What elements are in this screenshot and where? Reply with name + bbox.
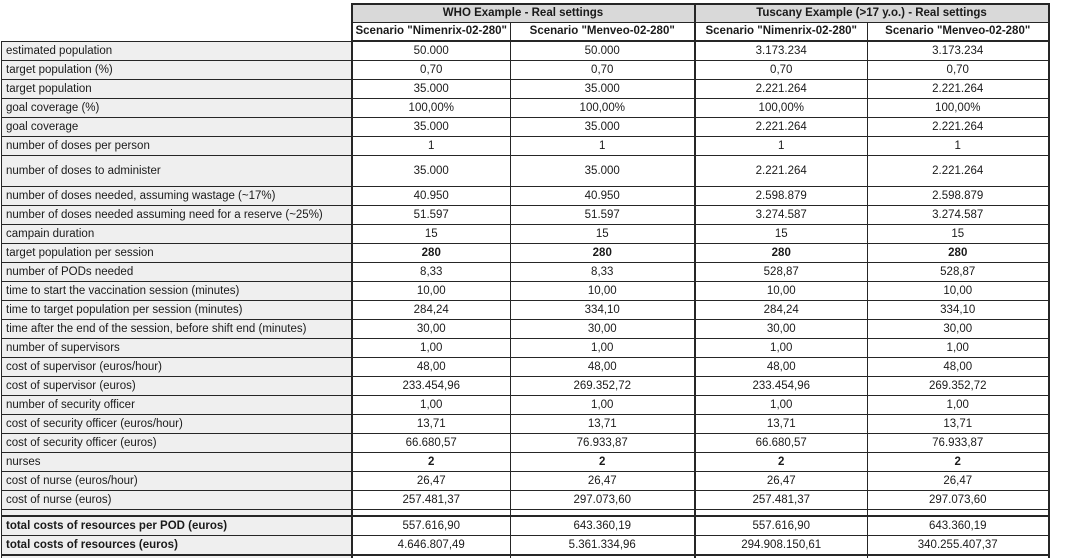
value-cell[interactable]: 30,00 (695, 320, 868, 339)
value-cell[interactable]: 4.646.807,49 (352, 536, 511, 556)
value-cell[interactable]: 340.255.407,37 (868, 536, 1049, 556)
value-cell[interactable]: 40.950 (511, 187, 695, 206)
value-cell[interactable]: 13,71 (695, 415, 868, 434)
value-cell[interactable]: 35.000 (352, 80, 511, 99)
value-cell[interactable]: 10,00 (868, 282, 1049, 301)
table-row (2, 472, 1049, 491)
value-cell[interactable]: 51.597 (511, 206, 695, 225)
row-label-cell[interactable]: goal coverage (%) (2, 99, 352, 118)
table-row (2, 415, 1049, 434)
group-header-tuscany[interactable]: Tuscany Example (>17 y.o.) - Real settings (695, 4, 1049, 23)
value-cell[interactable]: 1,00 (352, 396, 511, 415)
value-cell[interactable]: 2.221.264 (868, 156, 1049, 187)
value-cell[interactable]: 0,70 (352, 61, 511, 80)
table-row (2, 453, 1049, 472)
value-cell[interactable]: 280 (352, 244, 511, 263)
table-row (2, 187, 1049, 206)
row-label-cell[interactable]: number of doses to administer (2, 156, 352, 187)
value-cell[interactable]: 76.933,87 (868, 434, 1049, 453)
value-cell[interactable]: 1,00 (868, 339, 1049, 358)
value-cell[interactable]: 557.616,90 (695, 516, 868, 536)
value-cell[interactable]: 557.616,90 (352, 516, 511, 536)
value-cell[interactable]: 0,70 (868, 61, 1049, 80)
value-cell[interactable]: 2 (511, 453, 695, 472)
results-table (1, 3, 1050, 558)
value-cell[interactable]: 26,47 (868, 472, 1049, 491)
row-label-cell[interactable]: cost of nurse (euros/hour) (2, 472, 352, 491)
value-cell[interactable]: 297.073,60 (868, 491, 1049, 510)
value-cell[interactable]: 1,00 (695, 396, 868, 415)
corner-spacer (2, 4, 352, 23)
row-label-cell[interactable]: target population per session (2, 244, 352, 263)
value-cell[interactable]: 48,00 (695, 358, 868, 377)
table-row (2, 41, 1049, 61)
value-cell[interactable]: 10,00 (352, 282, 511, 301)
row-label-cell[interactable]: campain duration (2, 225, 352, 244)
value-cell[interactable]: 2 (868, 453, 1049, 472)
value-cell[interactable]: 269.352,72 (868, 377, 1049, 396)
table-row (2, 80, 1049, 99)
value-cell[interactable]: 1,00 (511, 396, 695, 415)
row-label-cell[interactable]: time to target population per session (minutes) (2, 301, 352, 320)
value-cell[interactable]: 269.352,72 (511, 377, 695, 396)
table-row (2, 358, 1049, 377)
value-cell[interactable]: 1,00 (695, 339, 868, 358)
value-cell[interactable]: 0,70 (695, 61, 868, 80)
value-cell[interactable]: 3.173.234 (695, 41, 868, 61)
value-cell[interactable]: 280 (868, 244, 1049, 263)
value-cell[interactable]: 35.000 (511, 156, 695, 187)
value-cell[interactable]: 26,47 (511, 472, 695, 491)
table-row (2, 377, 1049, 396)
value-cell[interactable]: 15 (695, 225, 868, 244)
row-label-cell[interactable]: total costs of resources (euros) (2, 536, 352, 556)
value-cell[interactable]: 1 (868, 137, 1049, 156)
row-label-cell[interactable]: number of supervisors (2, 339, 352, 358)
row-label-cell[interactable]: estimated population (2, 41, 352, 61)
table-row (2, 61, 1049, 80)
row-label-cell[interactable]: time to start the vaccination session (minutes) (2, 282, 352, 301)
row-label-cell[interactable]: nurses (2, 453, 352, 472)
value-cell[interactable]: 8,33 (352, 263, 511, 282)
table-row (2, 225, 1049, 244)
value-cell[interactable]: 15 (511, 225, 695, 244)
value-cell[interactable]: 2.221.264 (695, 156, 868, 187)
value-cell[interactable]: 1,00 (511, 339, 695, 358)
value-cell[interactable]: 50.000 (511, 41, 695, 61)
value-cell[interactable]: 2.221.264 (868, 118, 1049, 137)
value-cell[interactable]: 26,47 (352, 472, 511, 491)
value-cell[interactable]: 257.481,37 (352, 491, 511, 510)
value-cell[interactable]: 66.680,57 (352, 434, 511, 453)
value-cell[interactable]: 30,00 (352, 320, 511, 339)
value-cell[interactable]: 1 (352, 137, 511, 156)
row-label-cell[interactable]: number of doses per person (2, 137, 352, 156)
value-cell[interactable]: 30,00 (511, 320, 695, 339)
value-cell[interactable]: 0,70 (511, 61, 695, 80)
corner-spacer (2, 23, 352, 42)
value-cell[interactable]: 35.000 (511, 80, 695, 99)
group-header-who[interactable]: WHO Example - Real settings (352, 4, 695, 23)
table-row (2, 282, 1049, 301)
value-cell[interactable]: 100,00% (868, 99, 1049, 118)
value-cell[interactable]: 528,87 (868, 263, 1049, 282)
value-cell[interactable]: 100,00% (352, 99, 511, 118)
table-row (2, 536, 1049, 556)
table-row (2, 516, 1049, 536)
value-cell[interactable]: 2 (352, 453, 511, 472)
value-cell[interactable]: 2 (695, 453, 868, 472)
scenario-header-tuscany-menveo[interactable]: Scenario "Menveo-02-280" (868, 23, 1049, 42)
value-cell[interactable]: 297.073,60 (511, 491, 695, 510)
table-row (2, 320, 1049, 339)
value-cell[interactable]: 2.598.879 (695, 187, 868, 206)
value-cell[interactable]: 10,00 (695, 282, 868, 301)
value-cell[interactable]: 100,00% (511, 99, 695, 118)
value-cell[interactable]: 13,71 (352, 415, 511, 434)
row-label-cell[interactable]: goal coverage (2, 118, 352, 137)
value-cell[interactable]: 280 (695, 244, 868, 263)
table-row (2, 263, 1049, 282)
table-row (2, 156, 1049, 187)
scenario-header-who-menveo[interactable]: Scenario "Menveo-02-280" (511, 23, 695, 42)
value-cell[interactable]: 35.000 (511, 118, 695, 137)
group-header-row (2, 4, 1049, 23)
value-cell[interactable]: 48,00 (352, 358, 511, 377)
row-label-cell[interactable]: cost of supervisor (euros/hour) (2, 358, 352, 377)
value-cell[interactable]: 13,71 (511, 415, 695, 434)
value-cell[interactable]: 30,00 (868, 320, 1049, 339)
row-label-cell[interactable]: number of security officer (2, 396, 352, 415)
value-cell[interactable]: 35.000 (352, 156, 511, 187)
value-cell[interactable]: 3.274.587 (695, 206, 868, 225)
table-body (2, 41, 1049, 558)
value-cell[interactable]: 284,24 (352, 301, 511, 320)
scenario-header-tuscany-nimenrix[interactable]: Scenario "Nimenrix-02-280" (695, 23, 868, 42)
value-cell[interactable]: 66.680,57 (695, 434, 868, 453)
scenario-header-row (2, 23, 1049, 42)
table-row (2, 206, 1049, 225)
value-cell[interactable]: 15 (352, 225, 511, 244)
value-cell[interactable]: 51.597 (352, 206, 511, 225)
value-cell[interactable]: 76.933,87 (511, 434, 695, 453)
row-label-cell[interactable]: total costs of resources per POD (euros) (2, 516, 352, 536)
table-row (2, 396, 1049, 415)
value-cell[interactable]: 3.274.587 (868, 206, 1049, 225)
value-cell[interactable]: 334,10 (868, 301, 1049, 320)
row-label-cell[interactable]: cost of supervisor (euros) (2, 377, 352, 396)
value-cell[interactable]: 1 (695, 137, 868, 156)
table-row (2, 301, 1049, 320)
row-label-cell[interactable]: number of PODs needed (2, 263, 352, 282)
row-label-cell[interactable]: cost of security officer (euros) (2, 434, 352, 453)
row-label-cell[interactable]: time after the end of the session, before shift end (minutes) (2, 320, 352, 339)
value-cell[interactable]: 294.908.150,61 (695, 536, 868, 556)
value-cell[interactable]: 643.360,19 (511, 516, 695, 536)
value-cell[interactable]: 257.481,37 (695, 491, 868, 510)
value-cell[interactable]: 48,00 (511, 358, 695, 377)
value-cell[interactable]: 1,00 (352, 339, 511, 358)
row-label-cell[interactable]: number of doses needed, assuming wastage (~17%) (2, 187, 352, 206)
value-cell[interactable]: 13,71 (868, 415, 1049, 434)
value-cell[interactable]: 2.221.264 (868, 80, 1049, 99)
value-cell[interactable]: 643.360,19 (868, 516, 1049, 536)
value-cell[interactable]: 8,33 (511, 263, 695, 282)
table-row (2, 491, 1049, 510)
value-cell[interactable]: 100,00% (695, 99, 868, 118)
value-cell[interactable]: 10,00 (511, 282, 695, 301)
value-cell[interactable]: 48,00 (868, 358, 1049, 377)
value-cell[interactable]: 284,24 (695, 301, 868, 320)
value-cell[interactable]: 1,00 (868, 396, 1049, 415)
row-label-cell[interactable]: cost of security officer (euros/hour) (2, 415, 352, 434)
value-cell[interactable]: 35.000 (352, 118, 511, 137)
value-cell[interactable]: 50.000 (352, 41, 511, 61)
row-label-cell[interactable]: target population (%) (2, 61, 352, 80)
scenario-header-who-nimenrix[interactable]: Scenario "Nimenrix-02-280" (352, 23, 511, 42)
value-cell[interactable]: 26,47 (695, 472, 868, 491)
value-cell[interactable]: 334,10 (511, 301, 695, 320)
row-label-cell[interactable]: target population (2, 80, 352, 99)
value-cell[interactable]: 15 (868, 225, 1049, 244)
value-cell[interactable]: 3.173.234 (868, 41, 1049, 61)
row-label-cell[interactable]: number of doses needed assuming need for a reserve (~25%) (2, 206, 352, 225)
table-row (2, 137, 1049, 156)
value-cell[interactable]: 2.598.879 (868, 187, 1049, 206)
value-cell[interactable]: 5.361.334,96 (511, 536, 695, 556)
table-row (2, 244, 1049, 263)
table-row (2, 434, 1049, 453)
table-row (2, 99, 1049, 118)
value-cell[interactable]: 528,87 (695, 263, 868, 282)
value-cell[interactable]: 233.454,96 (352, 377, 511, 396)
value-cell[interactable]: 233.454,96 (695, 377, 868, 396)
value-cell[interactable]: 280 (511, 244, 695, 263)
value-cell[interactable]: 2.221.264 (695, 80, 868, 99)
table-row (2, 339, 1049, 358)
value-cell[interactable]: 2.221.264 (695, 118, 868, 137)
table-row (2, 118, 1049, 137)
value-cell[interactable]: 40.950 (352, 187, 511, 206)
value-cell[interactable]: 1 (511, 137, 695, 156)
row-label-cell[interactable]: cost of nurse (euros) (2, 491, 352, 510)
